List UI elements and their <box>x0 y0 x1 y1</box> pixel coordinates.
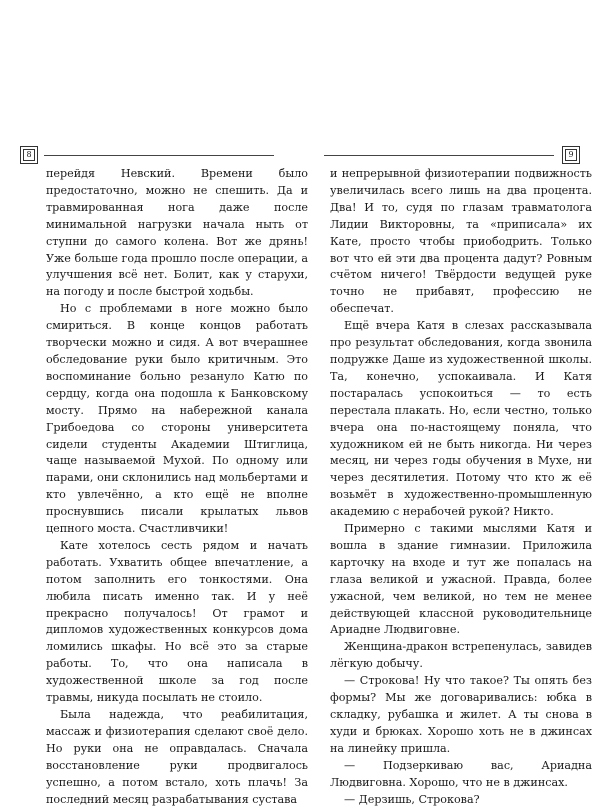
paragraph: перейдя Невский. Времени было предостаточно, можно не спешить. Да и травмированная нога даже после минимальной нагрузки начала ныть от ступни до самого колена. Вот же дрянь! Уже больше года прошло после операции, а улучшения всё нет. Болит, как у старухи, на погоду и после быстрой ходьбы. <box>46 167 308 299</box>
left-page-header-rule <box>44 155 274 156</box>
paragraph: Кате хотелось сесть рядом и начать работать. Ухватить общее впечатление, а потом заполнить его тонкостями. Она любила писать именно так. И у неё прекрасно получалось! От грамот и дипломов художественных конкурсов дома ломились шкафы. Но всё это за старые работы. То, что она написала в художественной школе за год после травмы, никуда посылать не стоило. <box>46 538 308 705</box>
dialogue-line: — Строкова! Ну что такое? Ты опять без формы? Мы же договаривались: юбка в складку, рубашка и жилет. А ты снова в худи и брюках. Хорошо хоть не в джинсах на линейку пришла. <box>330 674 592 755</box>
paragraph: и непрерывной физиотерапии подвижность увеличилась всего лишь на два процента. Два! И то, судя по глазам травматолога Лидии Викторовны, та «приписала» их Кате, просто чтобы приободрить. Только вот что ей эти два процента дадут? Ровным счётом ничего! Твёрдости ведущей руке точно не прибавят, профессию не обеспечат. <box>330 167 592 316</box>
paragraph: Женщина-дракон встрепенулась, завидев лёгкую добычу. <box>330 640 592 671</box>
dialogue-line: — Дерзишь, Строкова? <box>344 792 480 806</box>
right-page-text <box>330 166 592 808</box>
paragraph: Ещё вчера Катя в слезах рассказывала про результат обследования, когда звонила подружке Даше из художественной школы. Та, конечно, успокаивала. И Катя постаралась успокоиться — то есть перестала плакать. Но, если честно, только вчера она по-настоящему поняла, что художником ей не быть никогда. Ни через месяц, ни через годы обучения в Мухе, ни через десятилетия. Потому что кто ж её возьмёт в художественно-промышленную академию с нерабочей рукой? Никто. <box>330 319 592 519</box>
paragraph: Но с проблемами в ноге можно было смириться. В конце концов работать творчески можно и сидя. А вот вчерашнее обследование руки было критичным. Это воспоминание больно резануло Катю по сердцу, когда она подошла к Банковскому мосту. Прямо на набережной канала Грибоедова со стороны университета сидели студенты Академии Штиглица, чаще называемой Мухой. По одному или парами, они склонились над мольбертами и кто увлечённо, а кто ещё не вполне проснувшись писали крылатых львов цепного моста. Счастливчики! <box>46 302 308 536</box>
left-page-text <box>46 166 308 808</box>
right-page-number: 9 <box>562 146 580 164</box>
paragraph: Была надежда, что реабилитация, массаж и физиотерапия сделают своё дело. Но руки она не оправдалась. Сначала восстановление руки продвигалось успешно, а потом встало, хоть плачь! За последний месяц разрабатывания сустава <box>46 708 308 806</box>
paragraph: Примерно с такими мыслями Катя и вошла в здание гимназии. Приложила карточку на входе и тут же попалась на глаза великой и ужасной. Правда, более ужасной, чем великой, но тем не менее действующей классной руководительнице Ариадне Людвиговне. <box>330 522 592 637</box>
right-page-header-rule <box>324 155 554 156</box>
left-page-number: 8 <box>20 146 38 164</box>
dialogue-line: — Подзеркиваю вас, Ариадна Людвиговна. Хорошо, что не в джинсах. <box>330 758 592 789</box>
